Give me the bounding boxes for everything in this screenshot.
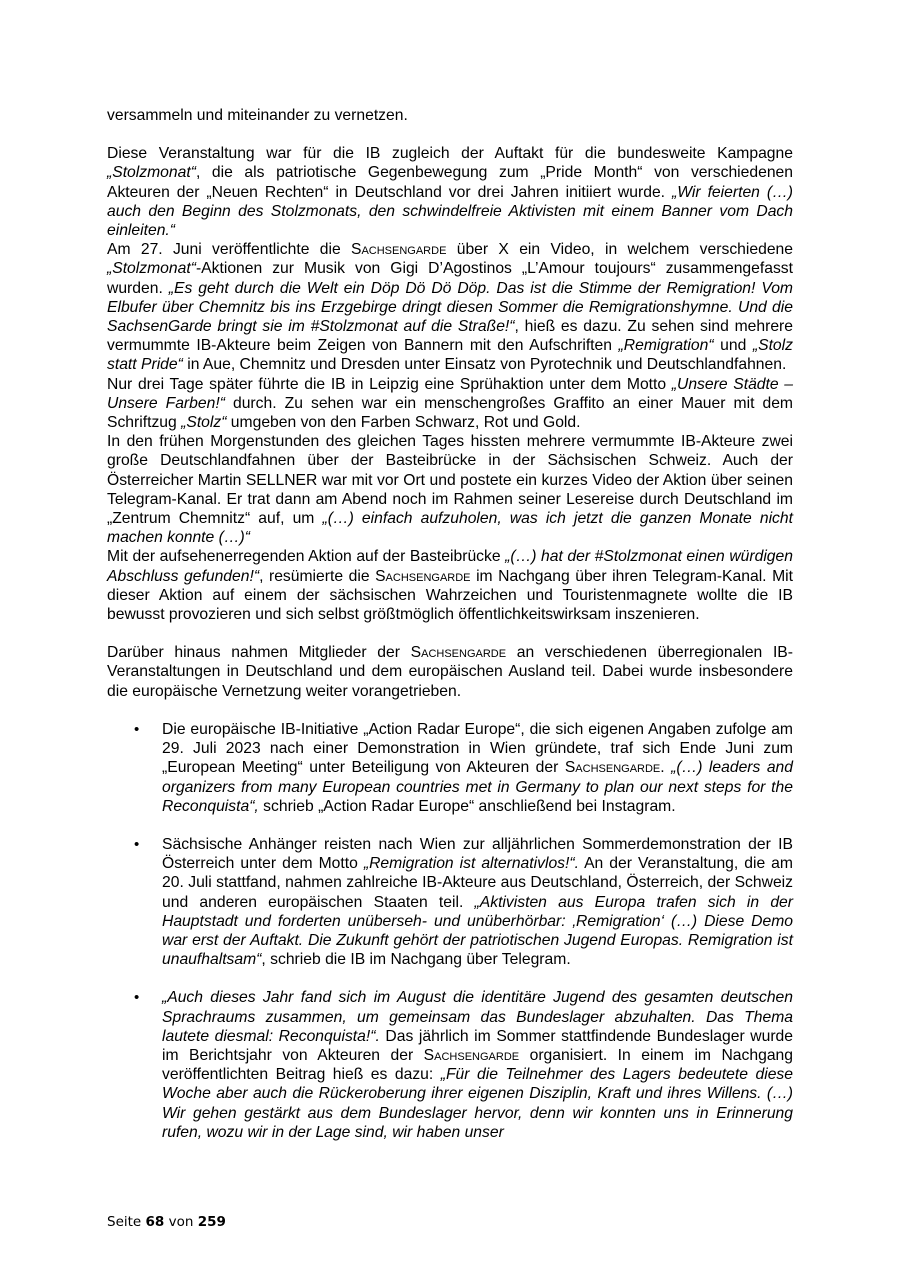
org-name: Sachsengarde — [410, 644, 507, 662]
org-name: Sachsengarde — [350, 241, 447, 259]
bullet-icon: • — [134, 835, 140, 853]
org-name: Sachsengarde — [375, 567, 471, 585]
paragraph-intro-end: versammeln und miteinander zu vernetzen. — [107, 107, 408, 124]
page-number-footer: Seite 68 von 259 — [107, 1214, 226, 1230]
org-name: Sachsengarde — [564, 759, 661, 777]
list-item: • Sächsische Anhänger reisten nach Wien zur alljährlichen Sommerdemonstration der IB Österreich unter dem Motto „Remigration ist alternativlos!“. An der Veranstaltung, die am 20. Juli stattfand, nahmen zahlreiche IB-Akteure aus Deutschland, Österreich, der Schweiz und anderen europäischen Staaten teil. „Aktivisten aus Europa trafen sich in der Hauptstadt und forderten unüberseh- und unüberhörbar: ‚Remigration‘ (…) Diese Demo war erst der Auftakt. Die Zukunft gehört der patriotischen Jugend Europas. Remigration ist unaufhaltsam“, schrieb die IB im Nachgang über Telegram. — [134, 835, 794, 969]
paragraph-leipzig-graffito: Nur drei Tage später führte die IB in Leipzig eine Sprühaktion unter dem Motto „Unsere Städte – Unsere Farben!“ durch. Zu sehen war ein menschengroßes Graffito an einer Mauer mit dem Schriftzug „Stolz“ umgeben von den Farben Schwarz, Rot und Gold. — [107, 375, 794, 432]
paragraph-sachsengarde-video: Am 27. Juni veröffentlichte die Sachsengarde über X ein Video, in welchem verschiedene „Stolzmonat“-Aktionen zur Musik von Gigi D’Agostinos „L’Amour toujours“ zusammengefasst wurden. „Es geht durch die Welt ein Döp Dö Dö Döp. Das ist die Stimme der Remigration! Vom Elbufer über Chemnitz bis ins Erzgebirge dringt diesen Sommer die Remigrationshymne. Und die SachsenGarde bringt sie im #Stolzmonat auf die Straße!“, hieß es dazu. Zu sehen sind mehrere vermummte IB-Akteure beim Zeigen von Bannern mit den Aufschriften „Remigration“ und „Stolz statt Pride“ in Aue, Chemnitz und Dresden unter Einsatz von Pyrotechnik und Deutschlandfahnen. — [107, 241, 793, 374]
body-text — [107, 106, 793, 1161]
paragraph-stolzmonat-end: Mit der aufsehenerregenden Aktion auf der Basteibrücke „(…) hat der #Stolzmonat einen würdigen Abschluss gefunden!“, resümierte die Sachsengarde im Nachgang über ihren Telegram-Kanal. Mit dieser Aktion auf einem der sächsischen Wahrzeichen und Touristenmagnete wollte die IB bewusst provozieren und sich selbst größtmöglich öffentlichkeitswirksam inszenieren. — [107, 548, 793, 624]
paragraph-stolzmonat-campaign: Diese Veranstaltung war für die IB zugleich der Auftakt für die bundesweite Kampagne „Stolzmonat“, die als patriotische Gegenbewegung zum „Pride Month“ von verschiedenen Akteuren der „Neuen Rechten“ in Deutschland vor drei Jahren initiiert wurde. „Wir feierten (…) auch den Beginn des Stolzmonats, den schwindelfreie Aktivisten mit einem Banner vom Dach einleiten.“ — [107, 145, 794, 240]
current-page-number: 68 — [145, 1214, 165, 1230]
bullet-icon: • — [134, 989, 140, 1007]
paragraph-european-networking: Darüber hinaus nahmen Mitglieder der Sachsengarde an verschiedenen überregionalen IB-Veranstaltungen in Deutschland und dem europäischen Ausland teil. Dabei wurde insbesondere die europäische Vernetzung weiter vorangetrieben. — [107, 644, 793, 700]
list-item: • Die europäische IB-Initiative „Action Radar Europe“, die sich eigenen Angaben zufolge am 29. Juli 2023 nach einer Demonstration in Wien gründete, traf sich Ende Juni zum „European Meeting“ unter Beteiligung von Akteuren der Sachsengarde. „(…) leaders and organizers from many European countries met in Germany to plan our next steps for the Reconquista“, schrieb „Action Radar Europe“ anschließend bei Instagram. — [134, 720, 794, 815]
paragraph-basteibruecke: In den frühen Morgenstunden des gleichen Tages hissten mehrere vermummte IB-Akteure zwei große Deutschlandfahnen über der Basteibrücke in der Sächsischen Schweiz. Auch der Österreicher Martin SELLNER war mit vor Ort und postete ein kurzes Video der Aktion über seinen Telegram-Kanal. Er trat dann am Abend noch im Rahmen seiner Lesereise durch Deutschland im „Zentrum Chemnitz“ auf, um „(…) einfach aufzuholen, was ich jetzt die ganzen Monate nicht machen konnte (…)“ — [107, 433, 793, 547]
org-name: Sachsengarde — [423, 1046, 520, 1064]
list-item: • „Auch dieses Jahr fand sich im August die identitäre Jugend des gesamten deutschen Sprachraums zusammen, um gemeinsam das Bundeslager abzuhalten. Das Thema lautete diesmal: Reconquista!“. Das jährlich im Sommer stattfindende Bundeslager wurde im Berichtsjahr von Akteuren der Sachsengarde organisiert. In einem im Nachgang veröffentlichten Beitrag hieß es dazu: „Für die Teilnehmer des Lagers bedeutete diese Woche aber auch die Rückeroberung ihrer eigenen Disziplin, Kraft und ihres Willens. (…) Wir gehen gestärkt aus dem Bundeslager hervor, denn wir konnten uns in Erinnerung rufen, wozu wir in der Lage sind, wir haben unser — [134, 989, 793, 1141]
event-list — [107, 720, 793, 1142]
total-page-count: 259 — [197, 1214, 226, 1230]
bullet-icon: • — [134, 720, 140, 738]
